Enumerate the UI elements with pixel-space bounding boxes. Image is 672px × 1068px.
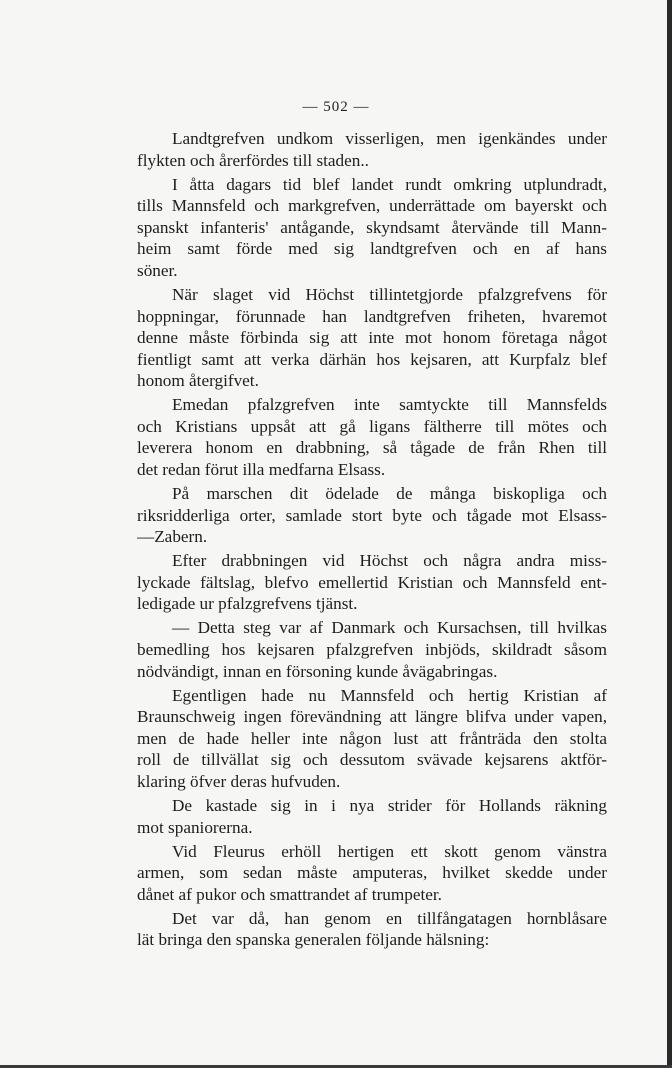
text-line: leverera honom en drabbning, så tågade de från Rhen till [137, 438, 607, 458]
text-line: spanskt infanteris' antågande, skyndsamt återvände till Mann- [137, 217, 607, 237]
text-line: det redan förut illa medfarna Elsass. [137, 460, 386, 480]
page-number: — 502 — [302, 99, 370, 115]
body-text [137, 128, 607, 953]
text-line: dånet af pukor och smattrandet af trumpeter. [137, 884, 442, 904]
text-line: nödvändigt, innan en försoning kunde åvägabringas. [137, 661, 498, 681]
text-line: Braunschweig ingen förevändning att längre blifva under vapen, [137, 707, 607, 727]
text-line: Emedan pfalzgrefven inte samtyckte till Mannsfelds [172, 395, 607, 415]
paragraph [137, 550, 607, 615]
text-line: fientligt samt att verka därhän hos kejsaren, att Kurpfalz blef [137, 349, 607, 369]
text-line: men de hade heller inte någon lust att frånträda den stolta [137, 728, 607, 748]
paragraph [137, 483, 607, 548]
paragraph [137, 174, 607, 282]
text-line: lät bringa den spanska generalen följande hälsning: [137, 930, 490, 950]
text-line: —Zabern. [137, 527, 208, 547]
text-line: lyckade fältslag, blefvo emellertid Kristian och Mannsfeld ent- [137, 572, 607, 592]
text-line: och Kristians uppsåt att gå ligans fältherre till mötes och [137, 416, 607, 436]
paragraph [137, 908, 607, 951]
text-line: Efter drabbningen vid Höchst och några andra miss- [172, 551, 607, 571]
text-line: tills Mannsfeld och markgrefven, underrättade om bayerskt och [137, 196, 607, 216]
text-line: söner. [137, 260, 178, 280]
text-line: denne måste förbinda sig att inte mot honom företaga något [137, 328, 607, 348]
paragraph [137, 394, 607, 480]
paragraph [137, 128, 607, 171]
text-line: ledigade ur pfalzgrefvens tjänst. [137, 594, 358, 614]
text-line: Egentligen hade nu Mannsfeld och hertig Kristian af [172, 685, 607, 705]
text-line: heim samt förde med sig landtgrefven och en af hans [137, 239, 607, 259]
text-line: flykten och årerfördes till staden.. [137, 150, 369, 170]
text-line: När slaget vid Höchst tillintetgjorde pfalzgrefvens för [172, 284, 607, 304]
scan-edge-right [667, 0, 672, 1068]
text-line: hoppningar, förunnade han landtgrefven friheten, hvaremot [137, 306, 607, 326]
text-line: De kastade sig in i nya strider för Hollands räkning [172, 795, 607, 815]
text-line: Det var då, han genom en tillfångatagen hornblåsare [172, 908, 607, 928]
paragraph [137, 841, 607, 906]
text-line: honom återgifvet. [137, 371, 259, 391]
paragraph [137, 284, 607, 392]
text-line: På marschen dit ödelade de många biskopliga och [172, 484, 607, 504]
text-line: mot spaniorerna. [137, 817, 253, 837]
paragraph [137, 685, 607, 793]
text-line: bemedling hos kejsaren pfalzgrefven inbjöds, skildradt såsom [137, 640, 607, 659]
text-line: Vid Fleurus erhöll hertigen ett skott genom vänstra [172, 841, 607, 861]
text-line: klaring öfver deras hufvuden. [137, 771, 341, 791]
text-line: armen, som sedan måste amputeras, hvilket skedde under [137, 863, 607, 883]
text-line: Landtgrefven undkom visserligen, men igenkändes under [172, 129, 607, 148]
text-line: riksridderliga orter, samlade stort byte och tågade mot Elsass- [137, 505, 607, 525]
paragraph [137, 617, 607, 682]
text-line: — Detta steg var af Danmark och Kursachsen, till hvilkas [172, 618, 607, 638]
paragraph [137, 795, 607, 838]
text-line: I åtta dagars tid blef landet rundt omkring utplundradt, [172, 174, 607, 194]
text-line: roll de tillvällat sig och dessutom svävade kejsarens aktför- [137, 750, 607, 770]
